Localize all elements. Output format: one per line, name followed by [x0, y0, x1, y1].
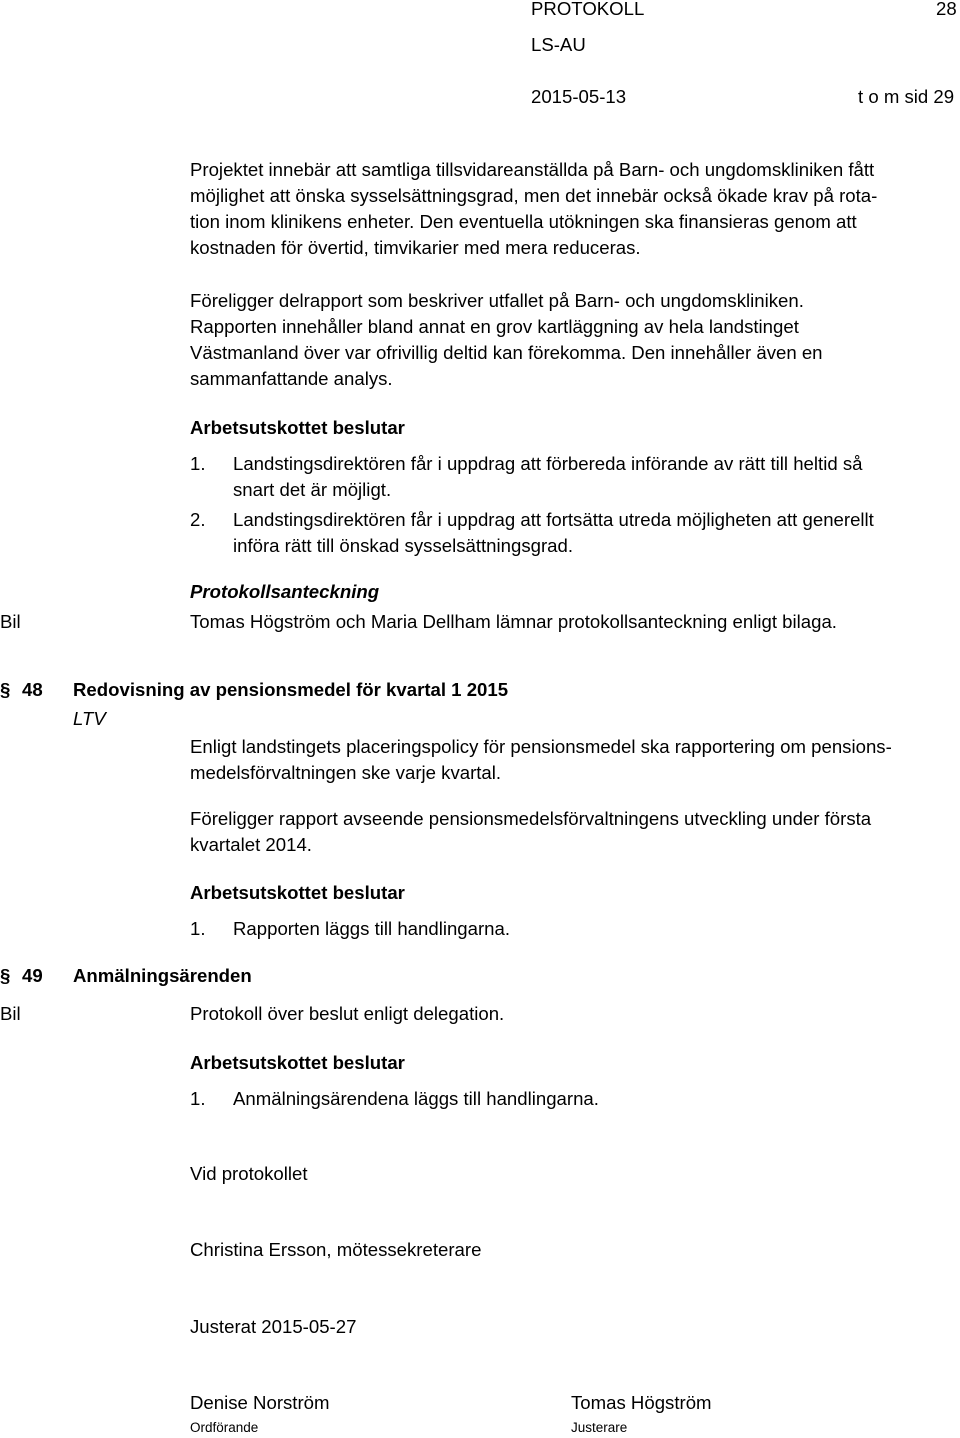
text-line: Föreligger rapport avseende pensionsmedelsförvaltningens utveckling under första [190, 808, 872, 829]
text-line: Rapporten innehåller bland annat en grov kartläggning av hela landstinget [190, 316, 799, 337]
text-line: Landstingsdirektören får i uppdrag att fortsätta utreda möjligheten att generellt [233, 509, 874, 530]
decision-heading: Arbetsutskottet beslutar [190, 417, 405, 438]
page-range: t o m sid 29 [858, 86, 955, 107]
note-text: Tomas Högström och Maria Dellham lämnar protokollsanteckning enligt bilaga. [190, 611, 837, 632]
section-number: 49 [22, 965, 43, 986]
text-line: tion inom klinikens enheter. Den eventuella utökningen ska finansieras genom att [190, 211, 857, 232]
decision-number: 1. [190, 1088, 206, 1109]
text-line: medelsförvaltningen ske varje kvartal. [190, 762, 502, 783]
decision-heading: Arbetsutskottet beslutar [190, 882, 405, 903]
section-symbol: § [0, 965, 11, 986]
adjuster-role: Justerare [571, 1420, 628, 1435]
text-line: Föreligger delrapport som beskriver utfallet på Barn- och ungdomskliniken. [190, 290, 804, 311]
adjuster-name: Tomas Högström [571, 1392, 712, 1413]
section-title: Anmälningsärenden [73, 965, 252, 986]
text-line: snart det är möjligt. [233, 479, 392, 500]
text-line: Projektet innebär att samtliga tillsvidareanställda på Barn- och ungdomskliniken fått [190, 159, 875, 180]
section-tag: LTV [73, 708, 106, 729]
adjusted-date: Justerat 2015-05-27 [190, 1316, 357, 1337]
section49-text: Protokoll över beslut enligt delegation. [190, 1003, 505, 1024]
section-title: Redovisning av pensionsmedel för kvartal 1 2015 [73, 679, 509, 700]
meeting-date: 2015-05-13 [531, 86, 627, 107]
text-line: Rapporten läggs till handlingarna. [233, 918, 511, 939]
decision-number: 1. [190, 918, 206, 939]
doc-type: PROTOKOLL [531, 0, 645, 19]
section48-paragraph-2 [190, 806, 920, 858]
decision-number: 2. [190, 509, 206, 530]
decision-number: 1. [190, 453, 206, 474]
text-line: införa rätt till önskad sysselsättningsgrad. [233, 535, 574, 556]
intro-paragraph-2 [190, 288, 920, 392]
text-line: möjlighet att önska sysselsättningsgrad, men det innebär också ökade krav på rota- [190, 185, 878, 206]
text-line: Enligt landstingets placeringspolicy för pensionsmedel ska rapportering om pensions- [190, 736, 892, 757]
chair-name: Denise Norström [190, 1392, 330, 1413]
attachment-margin-label: Bil [0, 1003, 21, 1024]
text-line: Västmanland över var ofrivillig deltid kan förekomma. Den innehåller även en [190, 342, 823, 363]
decision-heading: Arbetsutskottet beslutar [190, 1052, 405, 1073]
chair-role: Ordförande [190, 1420, 259, 1435]
section48-paragraph-1 [190, 734, 920, 786]
section-number: 48 [22, 679, 43, 700]
attachment-margin-label: Bil [0, 611, 21, 632]
vid-protokollet: Vid protokollet [190, 1163, 308, 1184]
text-line: sammanfattande analys. [190, 368, 393, 389]
intro-paragraph-1 [190, 157, 920, 261]
text-line: Anmälningsärendena läggs till handlingarna. [233, 1088, 599, 1109]
text-line: kvartalet 2014. [190, 834, 312, 855]
page-number: 28 [936, 0, 957, 19]
secretary-name: Christina Ersson, mötessekreterare [190, 1239, 482, 1260]
section-symbol: § [0, 679, 11, 700]
note-heading: Protokollsanteckning [190, 581, 380, 602]
text-line: kostnaden för övertid, timvikarier med mera reduceras. [190, 237, 641, 258]
text-line: Landstingsdirektören får i uppdrag att förbereda införande av rätt till heltid så [233, 453, 863, 474]
committee-name: LS-AU [531, 34, 586, 55]
